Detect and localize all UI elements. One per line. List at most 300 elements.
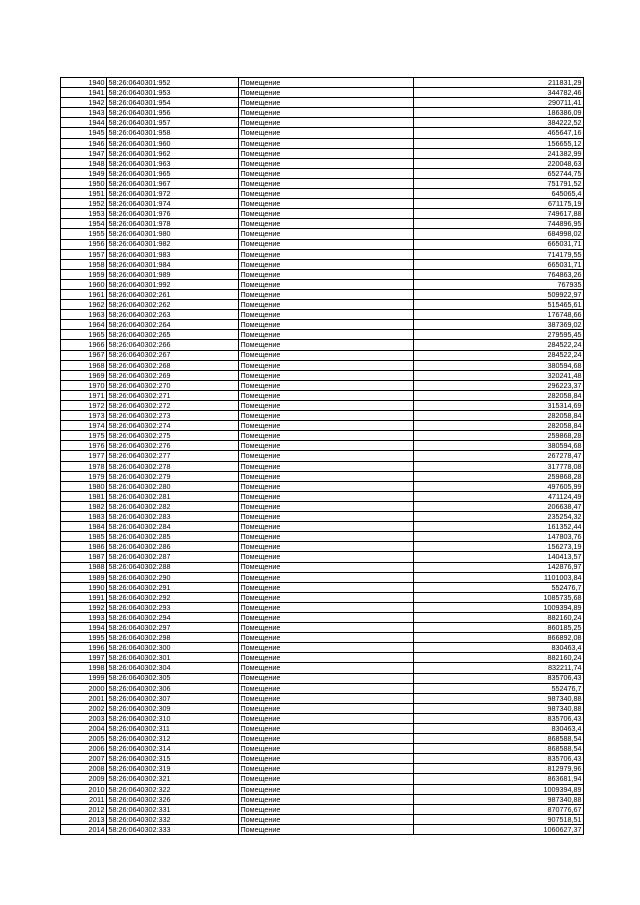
row-number-cell: 1992	[61, 602, 107, 612]
cadastral-number-cell: 58:26:0640301:958	[107, 128, 239, 138]
object-type-cell: Помещение	[239, 78, 414, 88]
table-row	[61, 693, 584, 703]
row-number-cell: 1994	[61, 623, 107, 633]
cadastral-number-cell: 58:26:0640302:261	[107, 289, 239, 299]
object-type-cell: Помещение	[239, 562, 414, 572]
cadastral-number-cell: 58:26:0640302:263	[107, 310, 239, 320]
object-type-cell: Помещение	[239, 199, 414, 209]
object-type-cell: Помещение	[239, 118, 414, 128]
cadastral-value-cell: 830463,4	[414, 643, 584, 653]
table-row	[61, 542, 584, 552]
object-type-cell: Помещение	[239, 794, 414, 804]
cadastral-value-cell: 665031,71	[414, 239, 584, 249]
table-row	[61, 562, 584, 572]
cadastral-value-cell: 220048,63	[414, 158, 584, 168]
cadastral-number-cell: 58:26:0640302:285	[107, 532, 239, 542]
cadastral-number-cell: 58:26:0640301:982	[107, 239, 239, 249]
cadastral-number-cell: 58:26:0640302:304	[107, 663, 239, 673]
cadastral-value-cell: 320241,48	[414, 370, 584, 380]
table-row	[61, 612, 584, 622]
cadastral-number-cell: 58:26:0640302:280	[107, 481, 239, 491]
table-row	[61, 582, 584, 592]
object-type-cell: Помещение	[239, 350, 414, 360]
cadastral-value-cell: 235254,32	[414, 512, 584, 522]
cadastral-number-cell: 58:26:0640301:978	[107, 219, 239, 229]
row-number-cell: 1989	[61, 572, 107, 582]
cadastral-number-cell: 58:26:0640302:273	[107, 411, 239, 421]
cadastral-number-cell: 58:26:0640302:269	[107, 370, 239, 380]
cadastral-value-cell: 267278,47	[414, 451, 584, 461]
table-row	[61, 643, 584, 653]
row-number-cell: 1973	[61, 411, 107, 421]
cadastral-value-cell: 684998,02	[414, 229, 584, 239]
table-row	[61, 724, 584, 734]
cadastral-number-cell: 58:26:0640302:292	[107, 592, 239, 602]
cadastral-value-cell: 241382,99	[414, 148, 584, 158]
row-number-cell: 1949	[61, 168, 107, 178]
row-number-cell: 1950	[61, 178, 107, 188]
table-row	[61, 269, 584, 279]
cadastral-value-cell: 671175,19	[414, 199, 584, 209]
cadastral-value-cell: 882160,24	[414, 653, 584, 663]
cadastral-value-cell: 211831,29	[414, 78, 584, 88]
object-type-cell: Помещение	[239, 471, 414, 481]
cadastral-number-cell: 58:26:0640302:290	[107, 572, 239, 582]
row-number-cell: 1978	[61, 461, 107, 471]
cadastral-number-cell: 58:26:0640302:294	[107, 612, 239, 622]
table-row	[61, 370, 584, 380]
object-type-cell: Помещение	[239, 441, 414, 451]
row-number-cell: 1969	[61, 370, 107, 380]
cadastral-value-cell: 259868,28	[414, 431, 584, 441]
row-number-cell: 2012	[61, 804, 107, 814]
row-number-cell: 1987	[61, 552, 107, 562]
cadastral-value-cell: 380594,68	[414, 441, 584, 451]
cadastral-value-cell: 387369,02	[414, 320, 584, 330]
cadastral-number-cell: 58:26:0640302:288	[107, 562, 239, 572]
cadastral-number-cell: 58:26:0640301:974	[107, 199, 239, 209]
object-type-cell: Помещение	[239, 461, 414, 471]
row-number-cell: 2014	[61, 824, 107, 834]
cadastral-value-cell: 161352,44	[414, 522, 584, 532]
cadastral-value-cell: 509922,97	[414, 289, 584, 299]
object-type-cell: Помещение	[239, 542, 414, 552]
row-number-cell: 1975	[61, 431, 107, 441]
cadastral-number-cell: 58:26:0640302:284	[107, 522, 239, 532]
cadastral-value-cell: 812979,96	[414, 764, 584, 774]
table-row	[61, 360, 584, 370]
cadastral-value-cell: 315314,69	[414, 401, 584, 411]
object-type-cell: Помещение	[239, 683, 414, 693]
object-type-cell: Помещение	[239, 401, 414, 411]
table-row	[61, 532, 584, 542]
object-type-cell: Помещение	[239, 128, 414, 138]
object-type-cell: Помещение	[239, 310, 414, 320]
object-type-cell: Помещение	[239, 592, 414, 602]
cadastral-number-cell: 58:26:0640302:315	[107, 754, 239, 764]
object-type-cell: Помещение	[239, 98, 414, 108]
object-type-cell: Помещение	[239, 754, 414, 764]
cadastral-number-cell: 58:26:0640302:262	[107, 300, 239, 310]
cadastral-number-cell: 58:26:0640302:332	[107, 814, 239, 824]
row-number-cell: 1971	[61, 390, 107, 400]
row-number-cell: 2002	[61, 703, 107, 713]
row-number-cell: 2009	[61, 774, 107, 784]
cadastral-value-table	[60, 77, 584, 835]
cadastral-value-cell: 140413,57	[414, 552, 584, 562]
cadastral-number-cell: 58:26:0640302:279	[107, 471, 239, 481]
row-number-cell: 1977	[61, 451, 107, 461]
cadastral-value-cell: 870776,67	[414, 804, 584, 814]
cadastral-number-cell: 58:26:0640302:298	[107, 633, 239, 643]
table-row	[61, 734, 584, 744]
cadastral-value-cell: 552476,7	[414, 582, 584, 592]
cadastral-number-cell: 58:26:0640302:264	[107, 320, 239, 330]
row-number-cell: 1945	[61, 128, 107, 138]
object-type-cell: Помещение	[239, 481, 414, 491]
cadastral-number-cell: 58:26:0640302:270	[107, 380, 239, 390]
row-number-cell: 1998	[61, 663, 107, 673]
row-number-cell: 1966	[61, 340, 107, 350]
cadastral-value-cell: 284522,24	[414, 340, 584, 350]
cadastral-number-cell: 58:26:0640302:305	[107, 673, 239, 683]
cadastral-value-cell: 751791,52	[414, 178, 584, 188]
row-number-cell: 1972	[61, 401, 107, 411]
cadastral-number-cell: 58:26:0640301:980	[107, 229, 239, 239]
object-type-cell: Помещение	[239, 804, 414, 814]
row-number-cell: 1990	[61, 582, 107, 592]
table-row	[61, 501, 584, 511]
cadastral-value-cell: 1101003,84	[414, 572, 584, 582]
cadastral-value-cell: 147803,76	[414, 532, 584, 542]
object-type-cell: Помещение	[239, 108, 414, 118]
table-row	[61, 824, 584, 834]
table-row	[61, 602, 584, 612]
table-row	[61, 804, 584, 814]
table-row	[61, 320, 584, 330]
row-number-cell: 1976	[61, 441, 107, 451]
cadastral-number-cell: 58:26:0640302:267	[107, 350, 239, 360]
cadastral-number-cell: 58:26:0640301:956	[107, 108, 239, 118]
cadastral-value-cell: 1085735,68	[414, 592, 584, 602]
table-row	[61, 118, 584, 128]
row-number-cell: 1942	[61, 98, 107, 108]
table-row	[61, 703, 584, 713]
cadastral-value-cell: 279595,45	[414, 330, 584, 340]
table-row	[61, 471, 584, 481]
cadastral-number-cell: 58:26:0640302:281	[107, 491, 239, 501]
object-type-cell: Помещение	[239, 491, 414, 501]
object-type-cell: Помещение	[239, 693, 414, 703]
cadastral-value-cell: 282058,84	[414, 421, 584, 431]
cadastral-number-cell: 58:26:0640301:965	[107, 168, 239, 178]
table-row	[61, 623, 584, 633]
cadastral-number-cell: 58:26:0640301:983	[107, 249, 239, 259]
row-number-cell: 1947	[61, 148, 107, 158]
object-type-cell: Помещение	[239, 572, 414, 582]
cadastral-value-cell: 282058,84	[414, 390, 584, 400]
row-number-cell: 2003	[61, 713, 107, 723]
cadastral-number-cell: 58:26:0640302:331	[107, 804, 239, 814]
cadastral-number-cell: 58:26:0640302:322	[107, 784, 239, 794]
table-row	[61, 633, 584, 643]
cadastral-number-cell: 58:26:0640302:282	[107, 501, 239, 511]
object-type-cell: Помещение	[239, 269, 414, 279]
table-row	[61, 219, 584, 229]
cadastral-value-cell: 832211,74	[414, 663, 584, 673]
cadastral-number-cell: 58:26:0640302:268	[107, 360, 239, 370]
cadastral-value-cell: 860185,25	[414, 623, 584, 633]
cadastral-value-cell: 868588,54	[414, 734, 584, 744]
cadastral-number-cell: 58:26:0640301:967	[107, 178, 239, 188]
table-row	[61, 411, 584, 421]
cadastral-value-cell: 645065,4	[414, 189, 584, 199]
cadastral-number-cell: 58:26:0640302:314	[107, 744, 239, 754]
cadastral-value-cell: 1009394,89	[414, 784, 584, 794]
cadastral-value-cell: 384222,52	[414, 118, 584, 128]
row-number-cell: 1997	[61, 653, 107, 663]
table-row	[61, 279, 584, 289]
cadastral-number-cell: 58:26:0640302:265	[107, 330, 239, 340]
table-row	[61, 653, 584, 663]
row-number-cell: 2006	[61, 744, 107, 754]
row-number-cell: 1951	[61, 189, 107, 199]
object-type-cell: Помещение	[239, 320, 414, 330]
object-type-cell: Помещение	[239, 229, 414, 239]
table-row	[61, 814, 584, 824]
row-number-cell: 1944	[61, 118, 107, 128]
table-row	[61, 673, 584, 683]
table-body	[61, 78, 584, 835]
row-number-cell: 1948	[61, 158, 107, 168]
cadastral-number-cell: 58:26:0640302:283	[107, 512, 239, 522]
cadastral-value-cell: 835706,43	[414, 713, 584, 723]
table-row	[61, 491, 584, 501]
object-type-cell: Помещение	[239, 653, 414, 663]
cadastral-number-cell: 58:26:0640302:297	[107, 623, 239, 633]
row-number-cell: 1964	[61, 320, 107, 330]
cadastral-value-cell: 835706,43	[414, 673, 584, 683]
table-row	[61, 158, 584, 168]
object-type-cell: Помещение	[239, 138, 414, 148]
object-type-cell: Помещение	[239, 390, 414, 400]
table-row	[61, 421, 584, 431]
cadastral-number-cell: 58:26:0640301:984	[107, 259, 239, 269]
table-row	[61, 663, 584, 673]
cadastral-number-cell: 58:26:0640302:300	[107, 643, 239, 653]
object-type-cell: Помещение	[239, 249, 414, 259]
cadastral-value-cell: 744896,95	[414, 219, 584, 229]
row-number-cell: 1961	[61, 289, 107, 299]
object-type-cell: Помещение	[239, 148, 414, 158]
table-row	[61, 461, 584, 471]
table-row	[61, 300, 584, 310]
object-type-cell: Помещение	[239, 330, 414, 340]
cadastral-value-cell: 987340,88	[414, 703, 584, 713]
row-number-cell: 1952	[61, 199, 107, 209]
row-number-cell: 1955	[61, 229, 107, 239]
object-type-cell: Помещение	[239, 168, 414, 178]
cadastral-number-cell: 58:26:0640301:963	[107, 158, 239, 168]
cadastral-number-cell: 58:26:0640302:311	[107, 724, 239, 734]
object-type-cell: Помещение	[239, 663, 414, 673]
row-number-cell: 1981	[61, 491, 107, 501]
table-row	[61, 98, 584, 108]
cadastral-number-cell: 58:26:0640302:312	[107, 734, 239, 744]
table-row	[61, 481, 584, 491]
object-type-cell: Помещение	[239, 421, 414, 431]
cadastral-number-cell: 58:26:0640301:992	[107, 279, 239, 289]
table-row	[61, 764, 584, 774]
cadastral-value-cell: 882160,24	[414, 612, 584, 622]
cadastral-value-cell: 206638,47	[414, 501, 584, 511]
object-type-cell: Помещение	[239, 431, 414, 441]
object-type-cell: Помещение	[239, 451, 414, 461]
table-row	[61, 138, 584, 148]
row-number-cell: 1946	[61, 138, 107, 148]
table-row	[61, 178, 584, 188]
object-type-cell: Помещение	[239, 370, 414, 380]
object-type-cell: Помещение	[239, 522, 414, 532]
cadastral-number-cell: 58:26:0640302:333	[107, 824, 239, 834]
cadastral-value-cell: 1009394,89	[414, 602, 584, 612]
row-number-cell: 1967	[61, 350, 107, 360]
table-row	[61, 441, 584, 451]
cadastral-value-cell: 652744,75	[414, 168, 584, 178]
row-number-cell: 1940	[61, 78, 107, 88]
cadastral-number-cell: 58:26:0640302:266	[107, 340, 239, 350]
table-row	[61, 713, 584, 723]
row-number-cell: 1957	[61, 249, 107, 259]
cadastral-number-cell: 58:26:0640301:972	[107, 189, 239, 199]
cadastral-value-cell: 907518,51	[414, 814, 584, 824]
cadastral-value-cell: 142876,97	[414, 562, 584, 572]
cadastral-number-cell: 58:26:0640301:957	[107, 118, 239, 128]
table-row	[61, 512, 584, 522]
object-type-cell: Помещение	[239, 602, 414, 612]
cadastral-number-cell: 58:26:0640301:953	[107, 88, 239, 98]
object-type-cell: Помещение	[239, 552, 414, 562]
table-row	[61, 451, 584, 461]
cadastral-number-cell: 58:26:0640301:954	[107, 98, 239, 108]
object-type-cell: Помещение	[239, 582, 414, 592]
row-number-cell: 1995	[61, 633, 107, 643]
object-type-cell: Помещение	[239, 744, 414, 754]
table-row	[61, 592, 584, 602]
object-type-cell: Помещение	[239, 259, 414, 269]
row-number-cell: 2013	[61, 814, 107, 824]
cadastral-number-cell: 58:26:0640301:989	[107, 269, 239, 279]
cadastral-value-cell: 749617,88	[414, 209, 584, 219]
row-number-cell: 1941	[61, 88, 107, 98]
object-type-cell: Помещение	[239, 633, 414, 643]
cadastral-number-cell: 58:26:0640301:962	[107, 148, 239, 158]
row-number-cell: 1954	[61, 219, 107, 229]
object-type-cell: Помещение	[239, 289, 414, 299]
row-number-cell: 2008	[61, 764, 107, 774]
table-row	[61, 431, 584, 441]
row-number-cell: 2007	[61, 754, 107, 764]
table-row	[61, 189, 584, 199]
row-number-cell: 1984	[61, 522, 107, 532]
row-number-cell: 1960	[61, 279, 107, 289]
table-row	[61, 78, 584, 88]
cadastral-value-cell: 176748,66	[414, 310, 584, 320]
cadastral-number-cell: 58:26:0640302:287	[107, 552, 239, 562]
table-row	[61, 350, 584, 360]
object-type-cell: Помещение	[239, 824, 414, 834]
table-row	[61, 168, 584, 178]
row-number-cell: 2011	[61, 794, 107, 804]
cadastral-value-cell: 515465,61	[414, 300, 584, 310]
cadastral-value-cell: 868588,54	[414, 744, 584, 754]
row-number-cell: 1980	[61, 481, 107, 491]
row-number-cell: 2001	[61, 693, 107, 703]
table-row	[61, 209, 584, 219]
cadastral-value-cell: 764863,26	[414, 269, 584, 279]
table-row	[61, 522, 584, 532]
row-number-cell: 1999	[61, 673, 107, 683]
cadastral-number-cell: 58:26:0640302:271	[107, 390, 239, 400]
table-row	[61, 572, 584, 582]
object-type-cell: Помещение	[239, 623, 414, 633]
table-row	[61, 239, 584, 249]
row-number-cell: 1979	[61, 471, 107, 481]
table-row	[61, 774, 584, 784]
cadastral-number-cell: 58:26:0640302:310	[107, 713, 239, 723]
table-row	[61, 744, 584, 754]
cadastral-value-cell: 665031,71	[414, 259, 584, 269]
cadastral-value-cell: 866892,08	[414, 633, 584, 643]
object-type-cell: Помещение	[239, 673, 414, 683]
object-type-cell: Помещение	[239, 178, 414, 188]
object-type-cell: Помещение	[239, 501, 414, 511]
object-type-cell: Помещение	[239, 88, 414, 98]
table-row	[61, 229, 584, 239]
cadastral-value-cell: 156655,12	[414, 138, 584, 148]
row-number-cell: 1996	[61, 643, 107, 653]
row-number-cell: 2005	[61, 734, 107, 744]
row-number-cell: 1965	[61, 330, 107, 340]
table-row	[61, 552, 584, 562]
cadastral-value-cell: 767935	[414, 279, 584, 289]
table-row	[61, 249, 584, 259]
cadastral-number-cell: 58:26:0640302:291	[107, 582, 239, 592]
row-number-cell: 1985	[61, 532, 107, 542]
cadastral-number-cell: 58:26:0640301:960	[107, 138, 239, 148]
cadastral-number-cell: 58:26:0640302:326	[107, 794, 239, 804]
cadastral-number-cell: 58:26:0640301:976	[107, 209, 239, 219]
cadastral-value-cell: 259868,28	[414, 471, 584, 481]
cadastral-number-cell: 58:26:0640302:293	[107, 602, 239, 612]
cadastral-value-cell: 465647,16	[414, 128, 584, 138]
table-row	[61, 88, 584, 98]
row-number-cell: 1974	[61, 421, 107, 431]
cadastral-number-cell: 58:26:0640302:307	[107, 693, 239, 703]
row-number-cell: 1970	[61, 380, 107, 390]
cadastral-value-cell: 552476,7	[414, 683, 584, 693]
row-number-cell: 1986	[61, 542, 107, 552]
object-type-cell: Помещение	[239, 380, 414, 390]
table-row	[61, 390, 584, 400]
object-type-cell: Помещение	[239, 784, 414, 794]
cadastral-value-cell: 284522,24	[414, 350, 584, 360]
table-row	[61, 340, 584, 350]
table-row	[61, 401, 584, 411]
cadastral-value-cell: 987340,88	[414, 693, 584, 703]
cadastral-value-cell: 317778,08	[414, 461, 584, 471]
object-type-cell: Помещение	[239, 612, 414, 622]
